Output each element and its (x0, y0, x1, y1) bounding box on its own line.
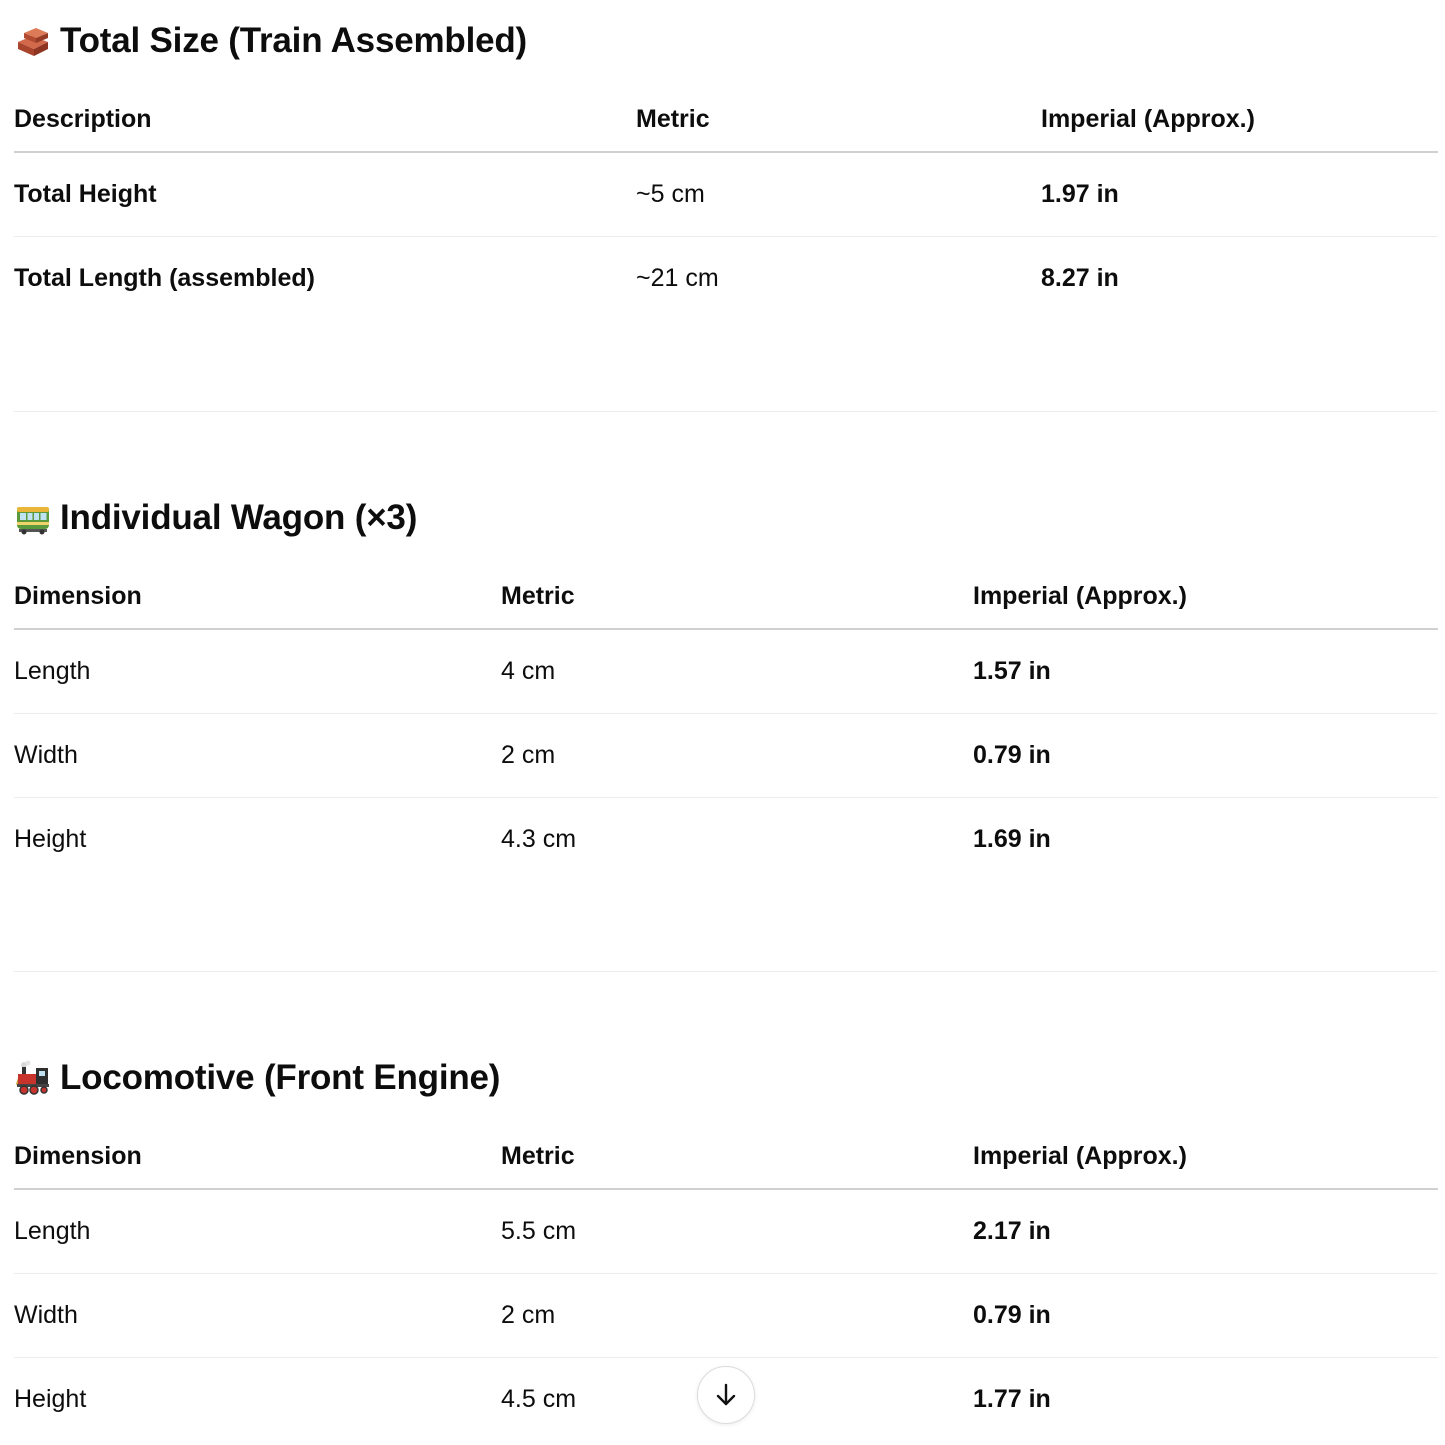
metric-value: 5.5 cm (501, 1189, 973, 1274)
row-label: Total Height (14, 152, 636, 237)
row-label: Width (14, 1274, 501, 1358)
section-title: Locomotive (Front Engine) (60, 1058, 501, 1097)
column-header-imperial: Imperial (Approx.) (1041, 91, 1438, 152)
section-individual-wagon (14, 494, 1438, 881)
metric-value: ~5 cm (636, 152, 1041, 237)
column-header-imperial: Imperial (Approx.) (973, 1128, 1438, 1189)
scroll-to-bottom-button[interactable] (697, 1366, 755, 1424)
table-header-row (14, 568, 1438, 629)
row-label: Width (14, 714, 501, 798)
column-header-dimension: Dimension (14, 1128, 501, 1189)
arrow-down-icon (711, 1380, 741, 1410)
column-header-metric: Metric (636, 91, 1041, 152)
metric-value: 4 cm (501, 629, 973, 714)
row-label: Height (14, 1385, 87, 1413)
imperial-value: 1.57 in (973, 629, 1438, 714)
section-divider (14, 971, 1438, 972)
table-row (14, 1189, 1438, 1274)
table-header-row (14, 1128, 1438, 1189)
row-label: Height (14, 825, 87, 853)
dimensions-table (14, 568, 1438, 881)
metric-value: 2 cm (501, 714, 973, 798)
column-header-imperial: Imperial (Approx.) (973, 568, 1438, 629)
table-row (14, 1274, 1438, 1358)
metric-value: 4.5 cm (501, 1385, 577, 1413)
column-header-description: Description (14, 91, 636, 152)
locomotive-icon (14, 1059, 52, 1097)
tram-car-icon (14, 499, 52, 537)
table-row (14, 629, 1438, 714)
imperial-value: 0.79 in (973, 1274, 1438, 1358)
column-header-dimension: Dimension (14, 568, 501, 629)
section-heading (14, 494, 1438, 542)
row-label: Total Length (assembled) (14, 264, 315, 292)
bricks-icon (14, 22, 52, 60)
table-row (14, 714, 1438, 798)
column-header-metric: Metric (501, 568, 973, 629)
table-row (14, 152, 1438, 237)
section-heading (14, 17, 1438, 65)
table-header-row (14, 91, 1438, 152)
section-divider (14, 411, 1438, 412)
imperial-value: 1.77 in (973, 1385, 1051, 1413)
row-label: Length (14, 1189, 501, 1274)
imperial-value: 1.97 in (1041, 152, 1438, 237)
imperial-value: 2.17 in (973, 1189, 1438, 1274)
dimensions-table (14, 91, 1438, 320)
imperial-value: 0.79 in (973, 714, 1438, 798)
imperial-value: 8.27 in (1041, 264, 1119, 292)
metric-value: 2 cm (501, 1274, 973, 1358)
section-heading (14, 1054, 1438, 1102)
metric-value: ~21 cm (636, 264, 719, 292)
metric-value: 4.3 cm (501, 825, 577, 853)
row-label: Length (14, 629, 501, 714)
table-row (14, 237, 1438, 321)
column-header-metric: Metric (501, 1128, 973, 1189)
section-title: Total Size (Train Assembled) (60, 21, 528, 60)
imperial-value: 1.69 in (973, 825, 1051, 853)
section-title: Individual Wagon (×3) (60, 498, 418, 537)
table-row (14, 798, 1438, 882)
section-total-size (14, 17, 1438, 320)
